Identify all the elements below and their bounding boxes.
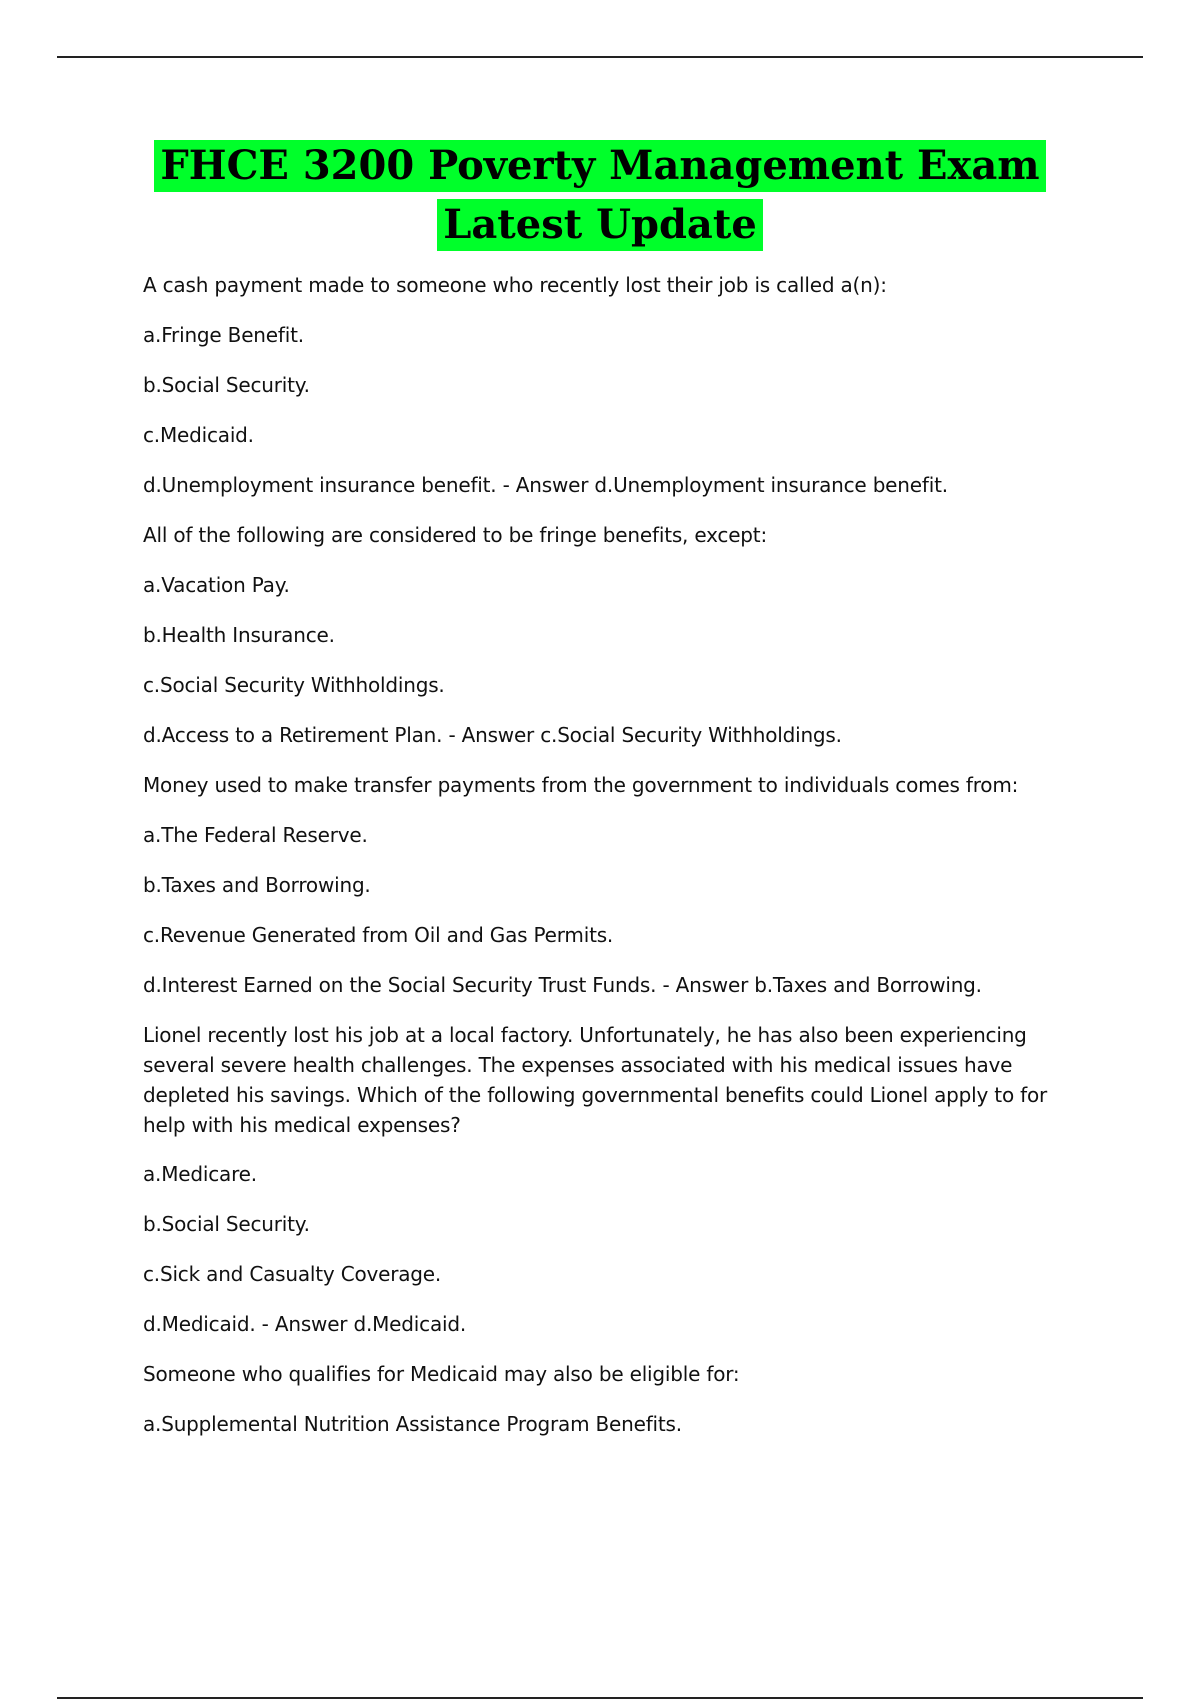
answer-option: a.Supplemental Nutrition Assistance Program Benefits.	[143, 1412, 682, 1436]
answer-option: a.Fringe Benefit.	[143, 323, 304, 347]
answer-option: a.The Federal Reserve.	[143, 823, 368, 847]
title-line-1: FHCE 3200 Poverty Management Exam	[154, 140, 1045, 192]
answer-option: b.Health Insurance.	[143, 623, 335, 647]
answer-option: b.Social Security.	[143, 373, 310, 397]
document-body	[143, 270, 1088, 1459]
question-text: Someone who qualifies for Medicaid may also be eligible for:	[143, 1362, 740, 1386]
document-title	[0, 140, 1200, 251]
question-text: All of the following are considered to be fringe benefits, except:	[143, 523, 767, 547]
answer-option: c.Medicaid.	[143, 423, 254, 447]
question-text: Lionel recently lost his job at a local factory. Unfortunately, he has also been experiencing several severe health challenges. The expenses associated with his medical issues have depleted his savings. Which of the following governmental benefits could Lionel apply to for help with his medical expenses?	[143, 1023, 1048, 1137]
title-line-2: Latest Update	[437, 199, 763, 251]
answer-option-with-key: d.Interest Earned on the Social Security Trust Funds. - Answer b.Taxes and Borrowing.	[143, 973, 982, 997]
answer-option-with-key: d.Medicaid. - Answer d.Medicaid.	[143, 1312, 467, 1336]
answer-option-with-key: d.Unemployment insurance benefit. - Answer d.Unemployment insurance benefit.	[143, 473, 948, 497]
question-text: A cash payment made to someone who recently lost their job is called a(n):	[143, 273, 887, 297]
footer-rule	[57, 1697, 1143, 1699]
answer-option: b.Taxes and Borrowing.	[143, 873, 371, 897]
answer-option-with-key: d.Access to a Retirement Plan. - Answer c.Social Security Withholdings.	[143, 723, 842, 747]
answer-option: c.Sick and Casualty Coverage.	[143, 1262, 442, 1286]
header-rule	[57, 56, 1143, 58]
answer-option: a.Medicare.	[143, 1162, 257, 1186]
answer-option: b.Social Security.	[143, 1212, 310, 1236]
answer-option: a.Vacation Pay.	[143, 573, 290, 597]
question-text: Money used to make transfer payments from the government to individuals comes from:	[143, 773, 1019, 797]
answer-option: c.Revenue Generated from Oil and Gas Permits.	[143, 923, 614, 947]
answer-option: c.Social Security Withholdings.	[143, 673, 445, 697]
